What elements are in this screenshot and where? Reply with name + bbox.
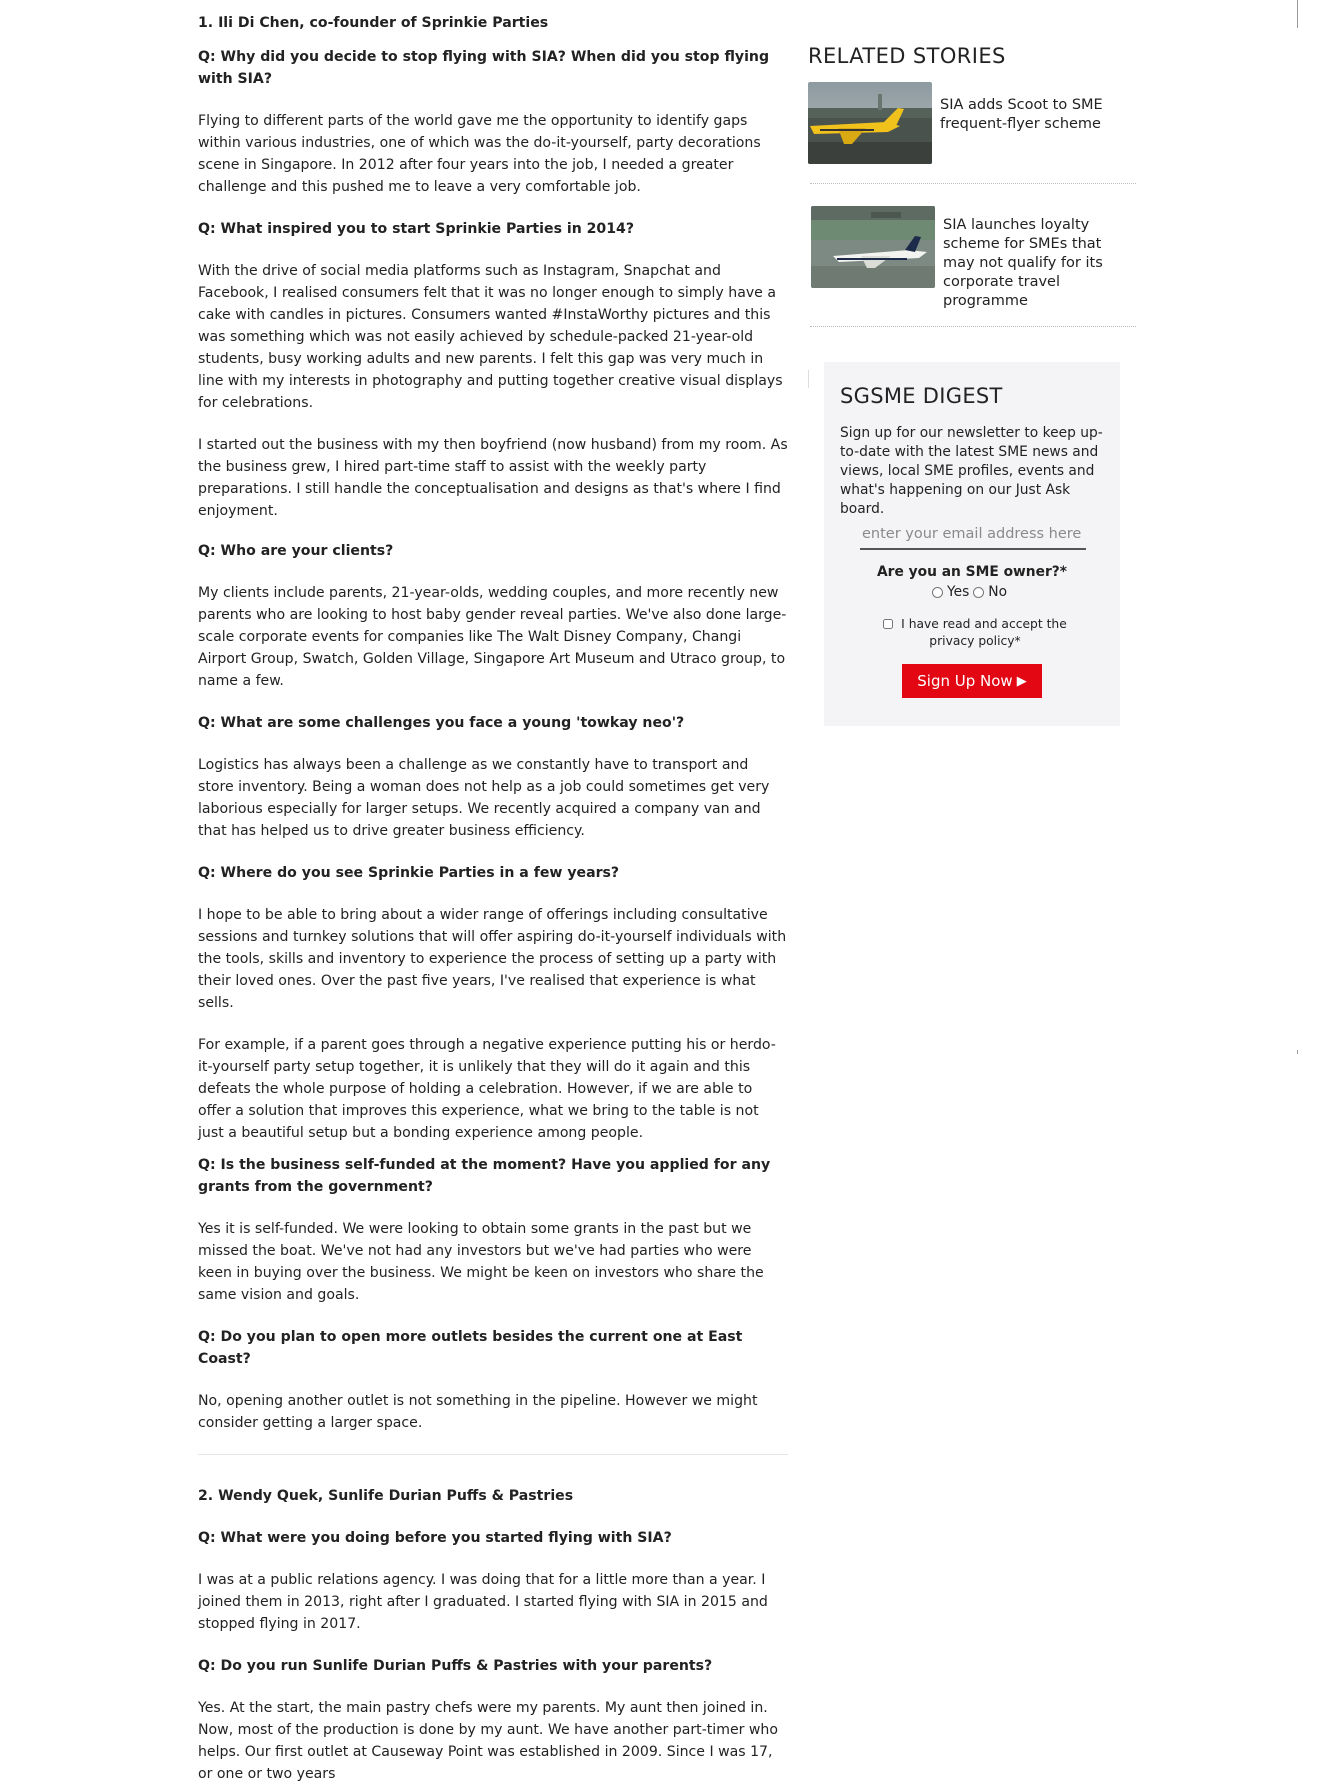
article-paragraph: For example, if a parent goes through a negative experience putting his or herdo-it-yourself party setup together, it is unlikely that they will do it again and this defeats the whole purpose of holding a celebration. However, if we are able to offer a solution that improves this experience, what we bring to the table is not just a beautiful setup but a bonding experience among people. (198, 1037, 776, 1141)
email-input[interactable] (860, 520, 1086, 550)
article-paragraph: Yes. At the start, the main pastry chefs were my parents. My aunt then joined in. Now, most of the production is done by my aunt. We have another part-timer who helps. Our first outlet at Causeway Point was established in 2009. Since I was 17, or one or two years (198, 1700, 778, 1782)
sign-up-label: Sign Up Now (917, 672, 1013, 690)
sme-owner-options (932, 584, 1011, 600)
newsletter-signup (824, 362, 1120, 726)
section-divider (198, 1454, 788, 1455)
article-paragraph: My clients include parents, 21-year-olds, wedding couples, and more recently new parents who are looking to host baby gender reveal parties. We've also done large-scale corporate events for companies like The Walt Disney Company, Changi Airport Group, Swatch, Golden Village, Singapore Art Museum and Utraco group, to name a few. (198, 585, 787, 689)
scoot-plane-photo[interactable] (808, 82, 932, 164)
article-paragraph: Logistics has always been a challenge as we constantly have to transport and store inventory. Being a woman does not help as a job could sometimes get very laborious especially for larger setups. We recently acquired a company van and that has helped us to drive greater business efficiency. (198, 757, 770, 839)
article-heading: Q: Why did you decide to stop flying with SIA? When did you stop flying with SIA? (198, 49, 770, 87)
article-paragraph: I was at a public relations agency. I was doing that for a little more than a year. I joined them in 2013, right after I graduated. I started flying with SIA in 2015 and stopped flying in 2017. (198, 1572, 768, 1632)
related-story-2-title[interactable]: SIA launches loyalty scheme for SMEs that may not qualify for its corporate travel programme (943, 217, 1103, 309)
story-divider (810, 326, 1136, 327)
no-label: No (988, 584, 1008, 600)
no-radio[interactable] (973, 587, 984, 598)
article-heading: Q: Do you run Sunlife Durian Puffs & Pastries with your parents? (198, 1658, 713, 1674)
article-heading: Q: What are some challenges you face a young 'towkay neo'? (198, 715, 685, 731)
sia-plane-photo[interactable] (811, 206, 935, 288)
newsletter-description: Sign up for our newsletter to keep up-to-date with the latest SME news and views, local SME profiles, events and what's happening on our Just Ask board. (840, 425, 1103, 517)
yes-option[interactable] (932, 584, 969, 600)
related-story-1-title[interactable]: SIA adds Scoot to SME frequent-flyer scheme (940, 97, 1103, 132)
article-paragraph: Yes it is self-funded. We were looking to obtain some grants in the past but we missed the boat. We've not had any investors but we've had parties who were keen in buying over the business. We might be keen on investors who share the same vision and goals. (198, 1221, 764, 1303)
article-heading: Q: Where do you see Sprinkie Parties in a few years? (198, 865, 620, 881)
article-heading: Q: Who are your clients? (198, 543, 394, 559)
article-paragraph: Flying to different parts of the world gave me the opportunity to identify gaps within various industries, one of which was the do-it-yourself, party decorations scene in Singapore. In 2012 after four years into the job, I needed a greater challenge and this pushed me to leave a very comfortable job. (198, 113, 761, 195)
article-heading: Q: What were you doing before you started flying with SIA? (198, 1530, 672, 1546)
article-heading: Q: What inspired you to start Sprinkie Parties in 2014? (198, 221, 635, 237)
article-paragraph: No, opening another outlet is not something in the pipeline. However we might consider getting a larger space. (198, 1393, 758, 1431)
yes-label: Yes (947, 584, 970, 600)
edge-artifact (1297, 0, 1298, 28)
story-divider (810, 183, 1136, 184)
privacy-consent (864, 616, 1086, 650)
article-paragraph: With the drive of social media platforms such as Instagram, Snapchat and Facebook, I realised consumers felt that it was no longer enough to simply have a cake with candles in pictures. Consumers wanted #InstaWorthy pictures and this was something which was not easily achieved by schedule-packed 21-year-old students, busy working adults and new parents. I felt this gap was very much in line with my interests in photography and putting together creative visual displays for celebrations. (198, 263, 783, 411)
privacy-consent-label: I have read and accept the privacy policy* (901, 617, 1067, 648)
article-heading: 1. Ili Di Chen, co-founder of Sprinkie Parties (198, 15, 549, 31)
article-paragraph: I started out the business with my then boyfriend (now husband) from my room. As the business grew, I hired part-time staff to assist with the weekly party preparations. I still handle the conceptualisation and designs as that's where I find enjoyment. (198, 437, 788, 519)
yes-radio[interactable] (932, 587, 943, 598)
article-heading: Q: Do you plan to open more outlets besides the current one at East Coast? (198, 1329, 743, 1367)
play-arrow-icon: ▶ (1016, 673, 1027, 689)
related-story-1[interactable] (808, 82, 1138, 168)
privacy-checkbox[interactable] (883, 619, 893, 629)
article-heading: 2. Wendy Quek, Sunlife Durian Puffs & Pastries (198, 1488, 574, 1504)
related-stories-title: RELATED STORIES (808, 44, 1006, 68)
no-option[interactable] (973, 584, 1007, 600)
edge-artifact (1297, 1050, 1298, 1054)
article-heading: Q: Is the business self-funded at the moment? Have you applied for any grants from the government? (198, 1157, 771, 1195)
article-body (198, 12, 788, 1785)
newsletter-title: SGSME DIGEST (840, 384, 1003, 408)
article-paragraph: I hope to be able to bring about a wider range of offerings including consultative sessions and turnkey solutions that will offer aspiring do-it-yourself individuals with the tools, skills and inventory to experience the process of setting up a party with their loved ones. Over the past five years, I've realised that experience is what sells. (198, 907, 787, 1011)
sign-up-button[interactable] (902, 664, 1042, 698)
sme-owner-question: Are you an SME owner?* (877, 564, 1067, 580)
digest-edge-mark (808, 370, 809, 388)
related-story-2[interactable] (808, 206, 1138, 309)
